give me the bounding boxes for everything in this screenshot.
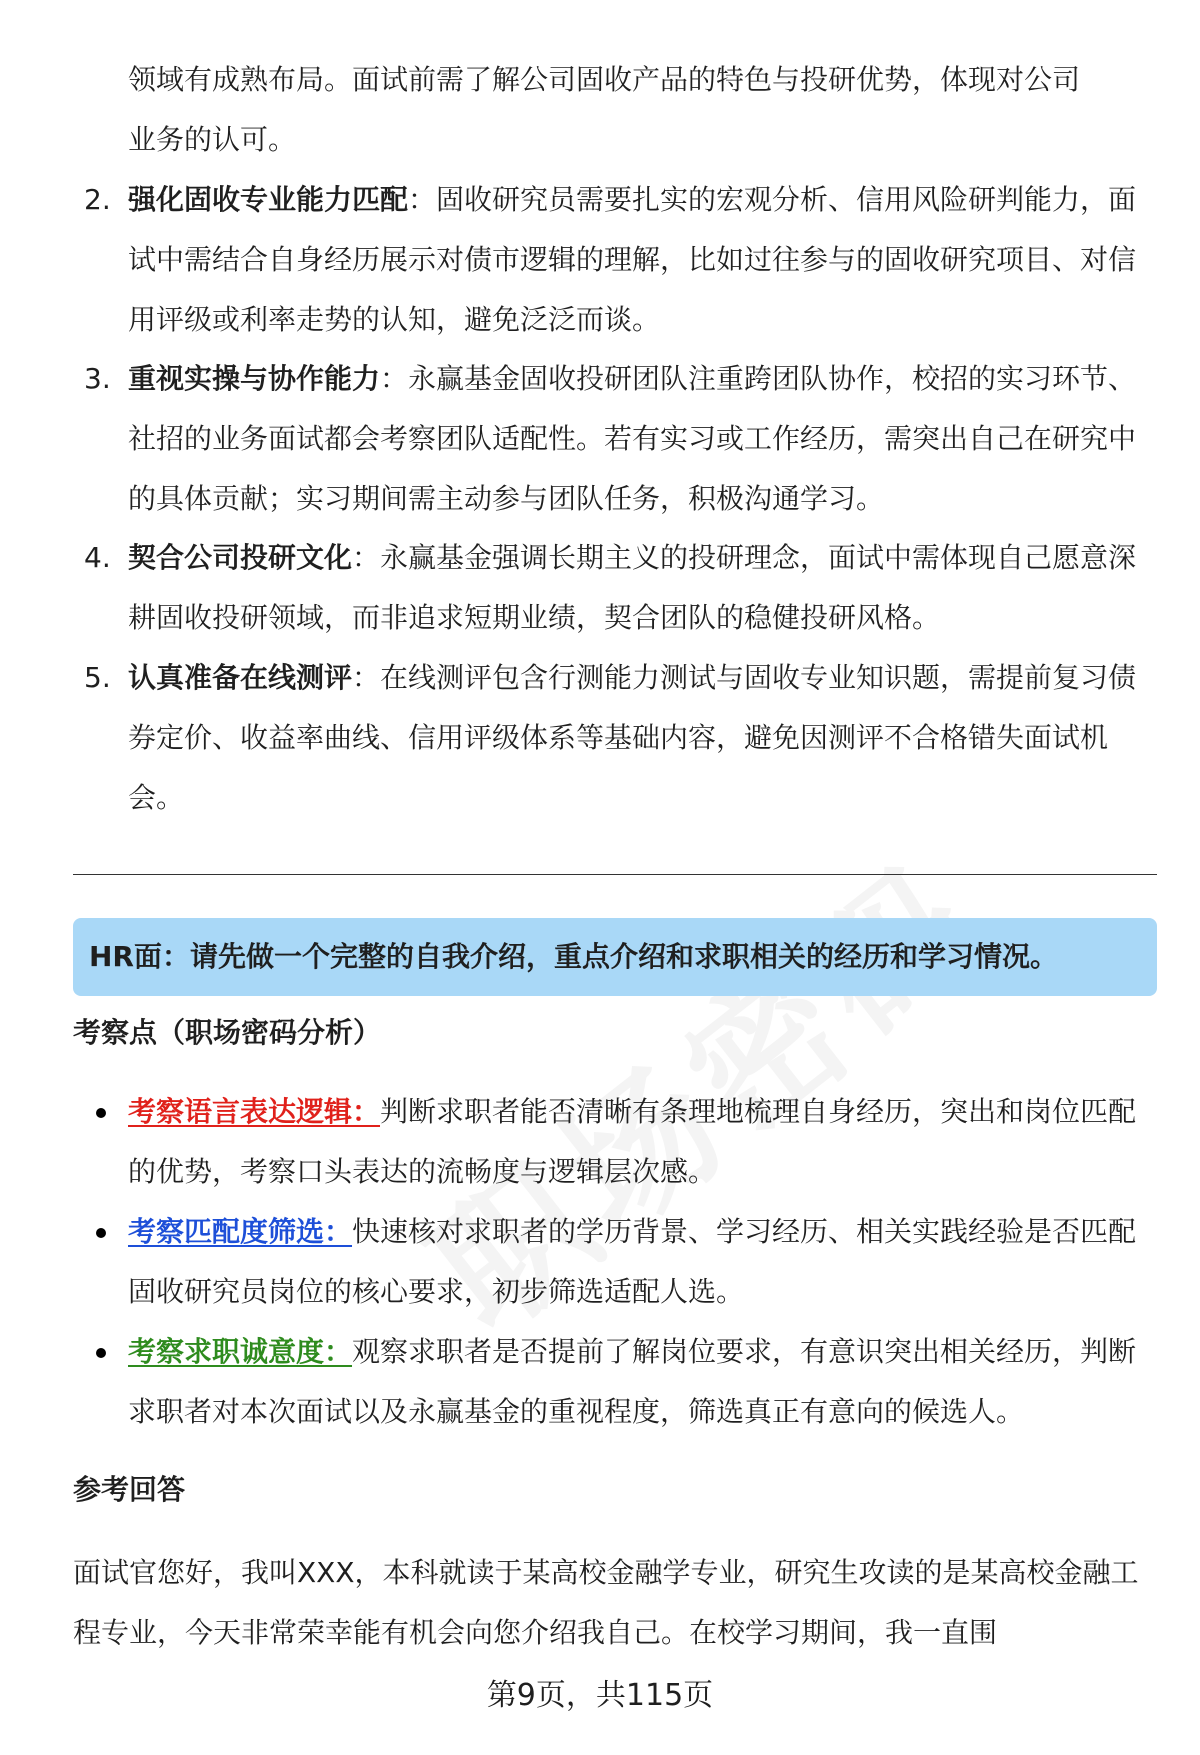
- list-item: 4. 契合公司投研文化：永赢基金强调长期主义的投研理念，面试中需体现自己愿意深耕固收投研领域，而非追求短期业绩，契合团队的稳健投研风格。: [84, 528, 1144, 648]
- list-item: 3. 重视实操与协作能力：永赢基金固收投研团队注重跨团队协作，校招的实习环节、社招的业务面试都会考察团队适配性。若有实习或工作经历，需突出自己在研究中的具体贡献；实习期间需主动参与团队任务，积极沟通学习。: [84, 349, 1144, 529]
- list-item-title: 契合公司投研文化: [128, 541, 353, 574]
- list-item-text: 在线测评包含行测能力测试与固收专业知识题，需提前复习债券定价、收益率曲线、信用评级体系等基础内容，避免因测评不合格错失面试机会。: [128, 661, 1137, 814]
- analysis-heading: 考察点（职场密码分析）: [73, 1016, 382, 1049]
- answer-heading: 参考回答: [73, 1473, 186, 1506]
- analysis-item: [96, 1082, 1146, 1202]
- intro-line-1: 领域有成熟布局。面试前需了解公司固收产品的特色与投研优势，体现对公司: [128, 63, 1081, 96]
- list-item-text: 固收研究员需要扎实的宏观分析、信用风险研判能力，面试中需结合自身经历展示对债市逻辑的理解，比如过往参与的固收研究项目、对信用评级或利率走势的认知，避免泛泛而谈。: [128, 183, 1137, 336]
- list-number: 3.: [84, 362, 111, 395]
- analysis-item: [96, 1202, 1146, 1322]
- list-item-title: 强化固收专业能力匹配: [128, 183, 409, 216]
- analysis-text: 观察求职者是否提前了解岗位要求，有意识突出相关经历，判断求职者对本次面试以及永赢基金的重视程度，筛选真正有意向的候选人。: [128, 1335, 1137, 1428]
- list-item: 2. 强化固收专业能力匹配：固收研究员需要扎实的宏观分析、信用风险研判能力，面试中需结合自身经历展示对债市逻辑的理解，比如过往参与的固收研究项目、对信用评级或利率走势的认知，避免泛泛而谈。: [84, 170, 1144, 350]
- list-item-title: 认真准备在线测评: [128, 661, 353, 694]
- analysis-text: 快速核对求职者的学历背景、学习经历、相关实践经验是否匹配固收研究员岗位的核心要求，初步筛选适配人选。: [128, 1215, 1137, 1308]
- analysis-text: 判断求职者能否清晰有条理地梳理自身经历，突出和岗位匹配的优势，考察口头表达的流畅度与逻辑层次感。: [128, 1095, 1137, 1188]
- analysis-item: [96, 1322, 1146, 1442]
- list-number: 4.: [84, 541, 111, 574]
- analysis-label: 考察匹配度筛选：: [128, 1215, 353, 1248]
- bullet-icon: [96, 1348, 106, 1358]
- analysis-label: 考察语言表达逻辑：: [128, 1095, 381, 1128]
- answer-text: 面试官您好，我叫XXX，本科就读于某高校金融学专业，研究生攻读的是某高校金融工程专业，今天非常荣幸能有机会向您介绍我自己。在校学习期间，我一直围: [73, 1556, 1139, 1649]
- list-item: 5. 认真准备在线测评：在线测评包含行测能力测试与固收专业知识题，需提前复习债券定价、收益率曲线、信用评级体系等基础内容，避免因测评不合格错失面试机会。: [84, 648, 1144, 828]
- question-box: HR面：请先做一个完整的自我介绍，重点介绍和求职相关的经历和学习情况。: [73, 918, 1157, 996]
- list-item-text: 永赢基金强调长期主义的投研理念，面试中需体现自己愿意深耕固收投研领域，而非追求短期业绩，契合团队的稳健投研风格。: [128, 541, 1137, 634]
- list-number: 5.: [84, 661, 111, 694]
- intro-line-2: 业务的认可。: [128, 123, 297, 156]
- bullet-icon: [96, 1108, 106, 1118]
- list-item-text: 永赢基金固收投研团队注重跨团队协作，校招的实习环节、社招的业务面试都会考察团队适配性。若有实习或工作经历，需突出自己在研究中的具体贡献；实习期间需主动参与团队任务，积极沟通学习。: [128, 362, 1137, 515]
- page-number: 第9页，共115页: [486, 1678, 714, 1713]
- bullet-icon: [96, 1228, 106, 1238]
- divider: [73, 874, 1157, 875]
- list-item-title: 重视实操与协作能力: [128, 362, 381, 395]
- list-number: 2.: [84, 183, 111, 216]
- analysis-label: 考察求职诚意度：: [128, 1335, 353, 1368]
